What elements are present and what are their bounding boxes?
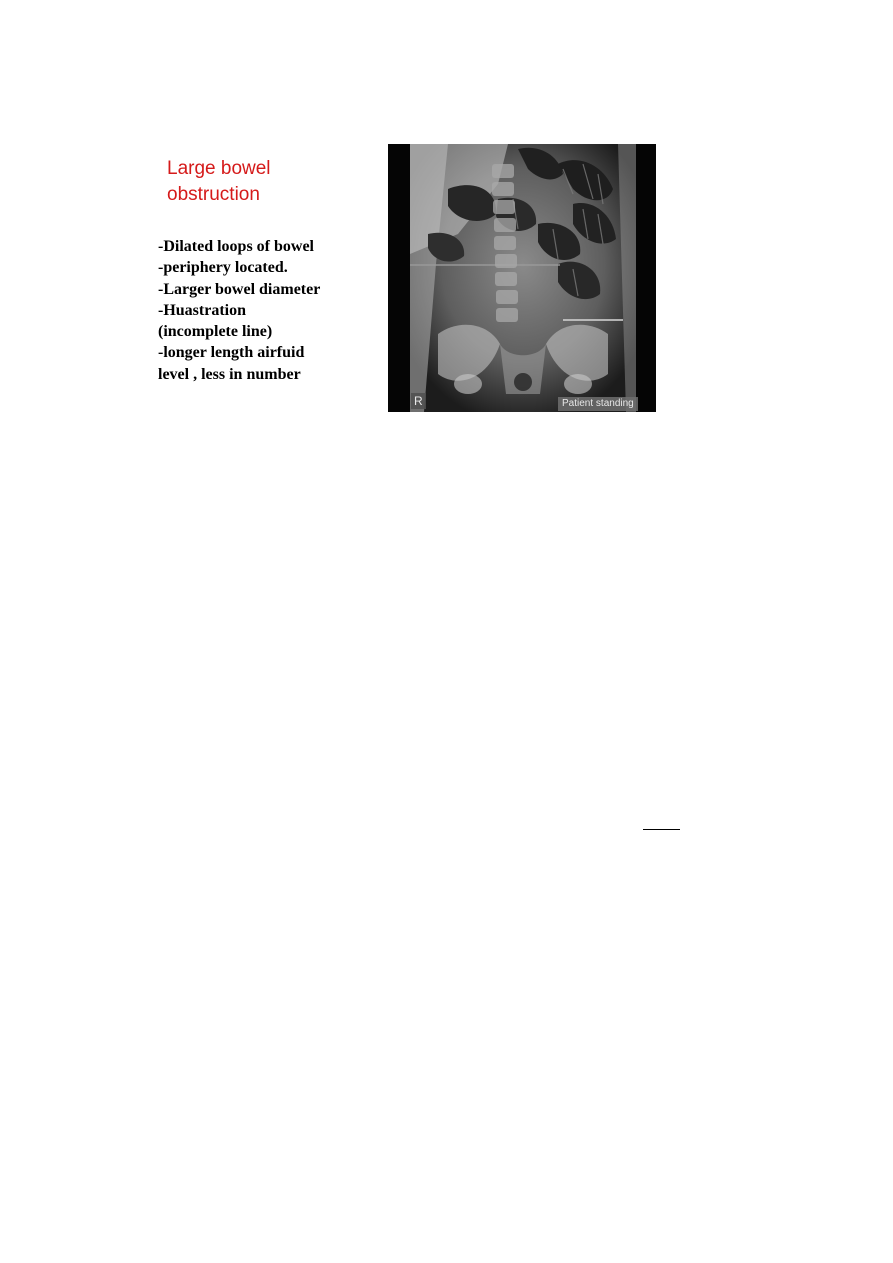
- underline-mark: [643, 829, 680, 830]
- findings-list: [158, 236, 378, 385]
- finding-line: -Dilated loops of bowel: [158, 238, 314, 255]
- finding-line: level , less in number: [158, 365, 301, 383]
- finding-line: -Huastration: [158, 301, 246, 319]
- finding-line: -periphery located.: [158, 259, 288, 277]
- finding-line: -Larger bowel diameter: [158, 280, 321, 298]
- xray-caption: Patient standing: [558, 397, 638, 411]
- abdominal-xray-image: [388, 144, 656, 412]
- section-heading: [167, 156, 367, 208]
- section-heading-line-1: Large bowel: [167, 158, 271, 179]
- section-heading-line-2: obstruction: [167, 184, 260, 205]
- finding-line: -longer length airfuid: [158, 344, 305, 362]
- finding-line: (incomplete line): [158, 323, 273, 341]
- xray-side-marker: R: [411, 393, 426, 409]
